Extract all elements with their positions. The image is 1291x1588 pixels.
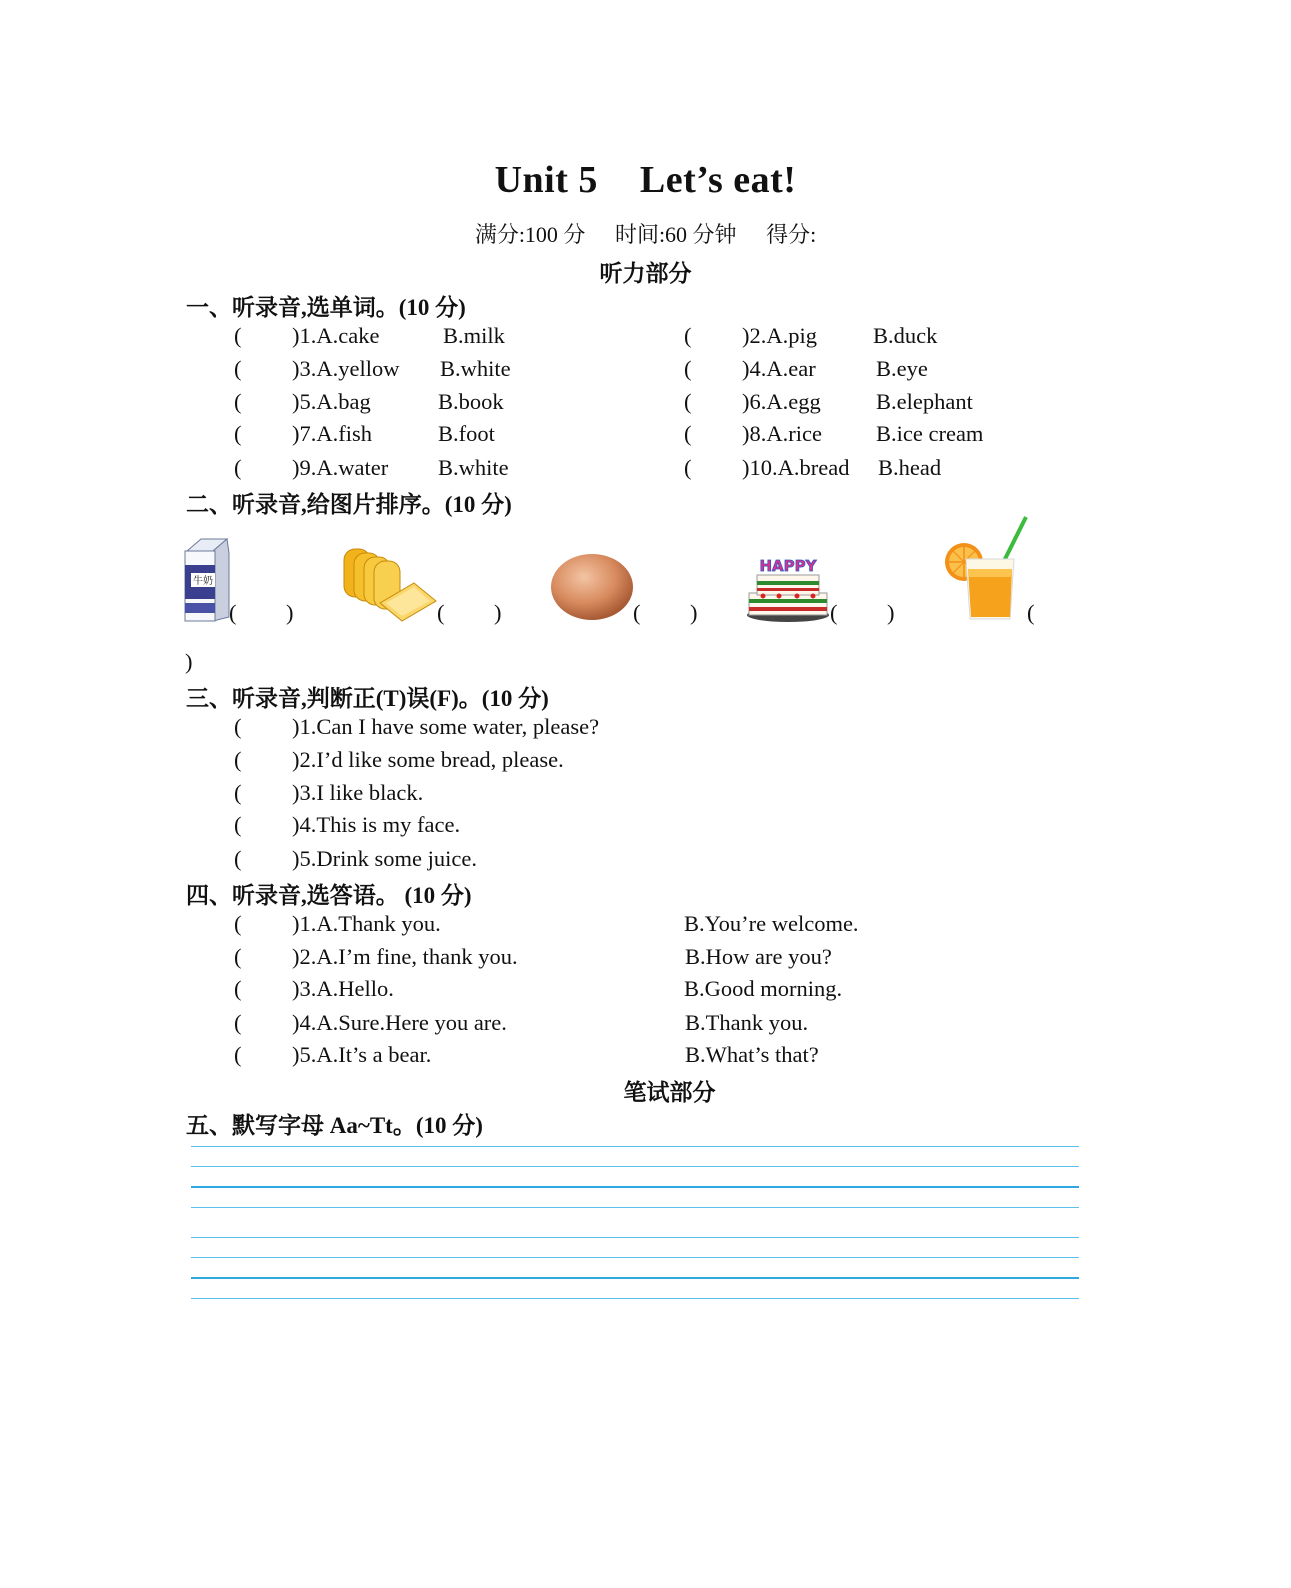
unit-label: Unit 5 xyxy=(494,159,598,201)
s3-item-5: )5.Drink some juice. xyxy=(292,846,477,871)
answer-paren-close: ) xyxy=(887,600,895,625)
answer-paren-open[interactable]: ( xyxy=(684,356,692,381)
answer-paren-close: ) xyxy=(494,600,502,625)
answer-paren-open[interactable]: ( xyxy=(234,846,242,871)
milk-carton-icon xyxy=(183,537,231,623)
answer-paren-open[interactable]: ( xyxy=(830,600,838,625)
s1-item-6: )6.A.egg xyxy=(742,389,821,414)
s4-item-1-a: )1.A.Thank you. xyxy=(292,911,441,936)
section2-heading: 二、听录音,给图片排序。(10 分) xyxy=(186,492,512,517)
s1-item-2-b: B.duck xyxy=(873,323,938,348)
answer-paren-open[interactable]: ( xyxy=(234,1010,242,1035)
time-limit: 时间:60 分钟 xyxy=(614,222,737,247)
answer-paren-close: ) xyxy=(185,649,193,674)
s4-item-5-a: )5.A.It’s a bear. xyxy=(292,1042,432,1067)
answer-paren-open[interactable]: ( xyxy=(684,455,692,480)
s1-item-9-b: B.white xyxy=(438,455,509,480)
section5-heading: 五、默写字母 Aa~Tt。(10 分) xyxy=(186,1113,483,1138)
answer-paren-open[interactable]: ( xyxy=(234,455,242,480)
answer-paren-open[interactable]: ( xyxy=(684,389,692,414)
answer-paren-open[interactable]: ( xyxy=(234,356,242,381)
s4-item-4-b: B.Thank you. xyxy=(685,1010,809,1035)
full-score: 满分:100 分 xyxy=(474,222,586,247)
answer-paren-open[interactable]: ( xyxy=(234,323,242,348)
s1-item-7-b: B.foot xyxy=(438,421,495,446)
answer-paren-open[interactable]: ( xyxy=(684,421,692,446)
answer-paren-open[interactable]: ( xyxy=(234,976,242,1001)
s3-item-1: )1.Can I have some water, please? xyxy=(292,714,600,739)
answer-paren-open[interactable]: ( xyxy=(633,600,641,625)
milk-label: 牛奶 xyxy=(193,576,213,587)
answer-paren-close: ) xyxy=(690,600,698,625)
answer-paren-open[interactable]: ( xyxy=(234,911,242,936)
s1-item-5-b: B.book xyxy=(438,389,504,414)
s4-item-3-b: B.Good morning. xyxy=(684,976,843,1001)
s4-item-1-b: B.You’re welcome. xyxy=(684,911,859,936)
s1-item-3-b: B.white xyxy=(440,356,511,381)
s1-item-9: )9.A.water xyxy=(292,455,389,480)
cake-text: HAPPY xyxy=(759,557,817,575)
s3-item-2: )2.I’d like some bread, please. xyxy=(292,747,564,772)
writing-line xyxy=(191,1237,1079,1238)
section4-heading: 四、听录音,选答语。 (10 分) xyxy=(186,883,472,908)
s1-item-6-b: B.elephant xyxy=(876,389,973,414)
s1-item-10-b: B.head xyxy=(878,455,942,480)
page-title xyxy=(0,158,1291,202)
answer-paren-open[interactable]: ( xyxy=(229,600,237,625)
s1-item-4: )4.A.ear xyxy=(742,356,816,381)
answer-paren-open[interactable]: ( xyxy=(684,323,692,348)
juice-icon xyxy=(940,515,1030,623)
s4-item-3-a: )3.A.Hello. xyxy=(292,976,394,1001)
writing-line xyxy=(191,1146,1079,1147)
section1-heading: 一、听录音,选单词。(10 分) xyxy=(186,295,466,320)
answer-paren-open[interactable]: ( xyxy=(234,812,242,837)
score-got: 得分: xyxy=(766,222,817,247)
s4-item-2-b: B.How are you? xyxy=(685,944,832,969)
answer-paren-open[interactable]: ( xyxy=(234,421,242,446)
writing-line xyxy=(191,1298,1079,1299)
bread-icon xyxy=(340,545,438,623)
s3-item-3: )3.I like black. xyxy=(292,780,424,805)
answer-paren-close: ) xyxy=(286,600,294,625)
writing-baseline xyxy=(191,1277,1079,1279)
writing-part-title: 笔试部分 xyxy=(623,1080,716,1105)
egg-icon xyxy=(549,552,635,622)
answer-paren-open[interactable]: ( xyxy=(234,780,242,805)
s4-item-2-a: )2.A.I’m fine, thank you. xyxy=(292,944,518,969)
writing-baseline xyxy=(191,1186,1079,1188)
s3-item-4: )4.This is my face. xyxy=(292,812,461,837)
answer-paren-open[interactable]: ( xyxy=(1027,600,1035,625)
s1-item-1-b: B.milk xyxy=(443,323,505,348)
listening-part-title: 听力部分 xyxy=(599,261,692,286)
s1-item-3: )3.A.yellow xyxy=(292,356,400,381)
s4-item-4-a: )4.A.Sure.Here you are. xyxy=(292,1010,507,1035)
answer-paren-open[interactable]: ( xyxy=(234,944,242,969)
s1-item-1: )1.A.cake xyxy=(292,323,380,348)
s4-item-5-b: B.What’s that? xyxy=(685,1042,819,1067)
unit-name: Let’s eat! xyxy=(639,159,797,201)
writing-line xyxy=(191,1257,1079,1258)
s1-item-10: )10.A.bread xyxy=(742,455,850,480)
s1-item-4-b: B.eye xyxy=(876,356,928,381)
section3-heading: 三、听录音,判断正(T)误(F)。(10 分) xyxy=(186,686,549,711)
writing-line xyxy=(191,1166,1079,1167)
s1-item-8-b: B.ice cream xyxy=(876,421,984,446)
answer-paren-open[interactable]: ( xyxy=(234,747,242,772)
writing-line xyxy=(191,1207,1079,1208)
score-line xyxy=(0,218,1291,249)
s1-item-2: )2.A.pig xyxy=(742,323,817,348)
answer-paren-open[interactable]: ( xyxy=(234,389,242,414)
answer-paren-open[interactable]: ( xyxy=(234,1042,242,1067)
birthday-cake-icon xyxy=(745,555,831,623)
s1-item-5: )5.A.bag xyxy=(292,389,371,414)
s1-item-8: )8.A.rice xyxy=(742,421,822,446)
answer-paren-open[interactable]: ( xyxy=(437,600,445,625)
answer-paren-open[interactable]: ( xyxy=(234,714,242,739)
s1-item-7: )7.A.fish xyxy=(292,421,372,446)
